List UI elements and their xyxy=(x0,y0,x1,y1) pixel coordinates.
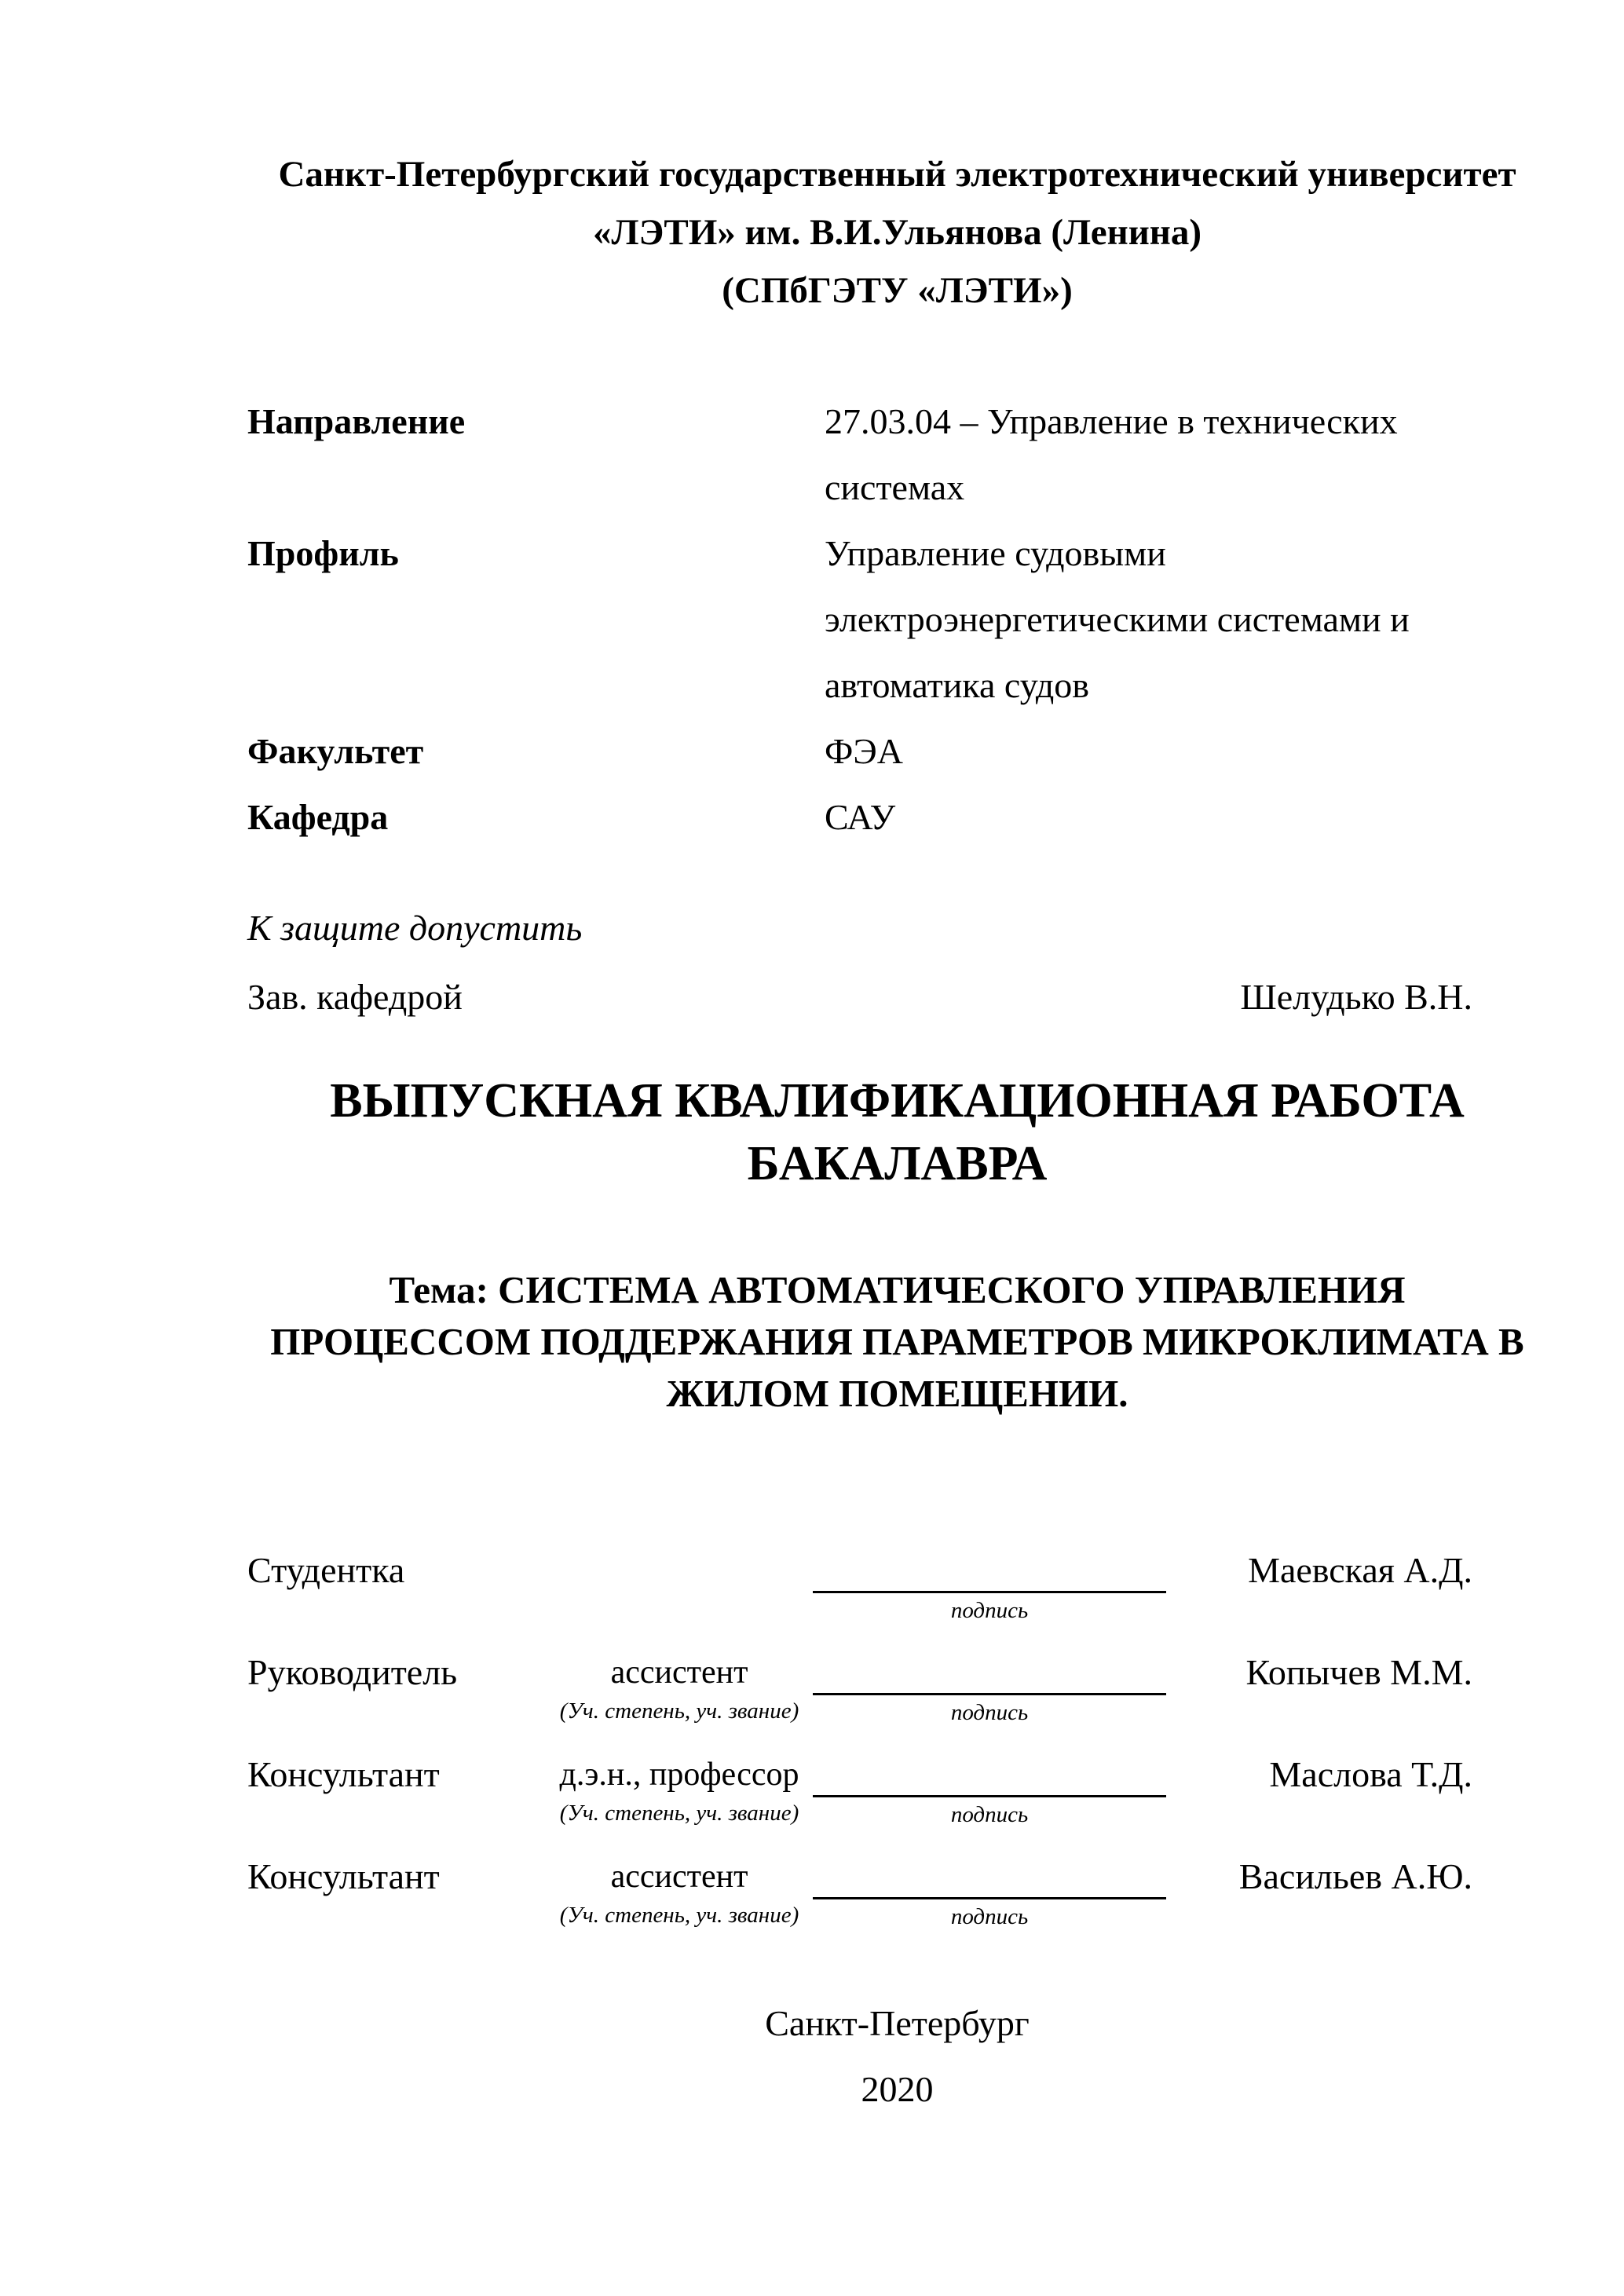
university-header xyxy=(247,145,1547,320)
signature-name: Маевская А.Д. xyxy=(1248,1550,1472,1590)
field-label-profile: Профиль xyxy=(247,533,399,573)
field-value-direction xyxy=(825,389,1547,521)
signature-role: Консультант xyxy=(247,1754,440,1794)
signature-degree xyxy=(550,1855,809,1929)
field-label-faculty: Факультет xyxy=(247,731,424,771)
university-name-line-2: «ЛЭТИ» им. В.И.Ульянова (Ленина) xyxy=(592,212,1202,253)
profile-value-line: Управление судовыми xyxy=(825,533,1166,573)
field-value-profile xyxy=(825,521,1547,718)
footer-city: Санкт-Петербург xyxy=(765,2003,1030,2043)
signature-field xyxy=(809,1548,1170,1624)
signature-field xyxy=(809,1855,1170,1930)
profile-value-line: автоматика судов xyxy=(825,665,1089,705)
signature-caption: подпись xyxy=(950,1904,1029,1929)
signature-name: Маслова Т.Д. xyxy=(1269,1754,1472,1794)
signature-line xyxy=(813,1753,1166,1797)
program-fields xyxy=(247,389,1547,850)
admission-note: К защите допустить xyxy=(247,908,583,948)
signature-row-student xyxy=(247,1548,1472,1651)
topic-line: Тема: СИСТЕМА АВТОМАТИЧЕСКОГО УПРАВЛЕНИЯ xyxy=(389,1268,1406,1311)
degree-text: ассистент xyxy=(610,1654,748,1691)
signature-row-consultant-1 xyxy=(247,1753,1472,1855)
signature-line xyxy=(813,1855,1166,1899)
direction-value-line: системах xyxy=(825,467,965,507)
footer-year: 2020 xyxy=(861,2069,934,2109)
faculty-value-line: ФЭА xyxy=(825,731,903,771)
signature-row-supervisor xyxy=(247,1651,1472,1753)
degree-caption: (Уч. степень, уч. звание) xyxy=(559,1903,799,1928)
footer xyxy=(247,1991,1547,2122)
admission-row xyxy=(247,964,1472,1030)
degree-caption: (Уч. степень, уч. звание) xyxy=(559,1698,799,1724)
field-label-direction: Направление xyxy=(247,401,466,441)
signature-role: Студентка xyxy=(247,1550,405,1590)
signature-row-consultant-2 xyxy=(247,1855,1472,1957)
work-title-line: ВЫПУСКНАЯ КВАЛИФИКАЦИОННАЯ РАБОТА xyxy=(330,1074,1465,1128)
degree-text: ассистент xyxy=(610,1859,748,1895)
department-head-label: Зав. кафедрой xyxy=(247,977,463,1017)
department-value-line: САУ xyxy=(825,797,896,837)
field-value-faculty xyxy=(825,718,1547,784)
university-name-line-1: Санкт-Петербургский государственный электротехнический университет xyxy=(278,154,1516,195)
topic-title xyxy=(157,1264,1624,1420)
university-abbreviation: (СПбГЭТУ «ЛЭТИ») xyxy=(722,270,1073,311)
direction-value-line: 27.03.04 – Управление в технических xyxy=(825,401,1398,441)
signature-caption: подпись xyxy=(950,1598,1029,1623)
degree-text: д.э.н., профессор xyxy=(559,1757,799,1793)
signature-name: Копычев М.М. xyxy=(1245,1652,1472,1692)
degree-caption: (Уч. степень, уч. звание) xyxy=(559,1801,799,1826)
signature-line xyxy=(813,1548,1166,1593)
signature-role: Консультант xyxy=(247,1856,440,1896)
topic-line: ПРОЦЕССОМ ПОДДЕРЖАНИЯ ПАРАМЕТРОВ МИКРОКЛИМАТА В xyxy=(270,1320,1524,1363)
signature-field xyxy=(809,1651,1170,1726)
signature-role: Руководитель xyxy=(247,1652,458,1692)
signature-caption: подпись xyxy=(950,1700,1029,1725)
signature-line xyxy=(813,1651,1166,1695)
work-title xyxy=(247,1069,1547,1195)
department-head-name: Шелудько В.Н. xyxy=(1240,977,1472,1017)
topic-line: ЖИЛОМ ПОМЕЩЕНИИ. xyxy=(666,1372,1128,1415)
profile-value-line: электроэнергетическими системами и xyxy=(825,599,1410,639)
signature-degree xyxy=(550,1651,809,1724)
work-title-line: БАКАЛАВРА xyxy=(747,1137,1048,1190)
signature-degree xyxy=(550,1753,809,1826)
signature-field xyxy=(809,1753,1170,1828)
signature-name: Васильев А.Ю. xyxy=(1238,1856,1472,1896)
signature-caption: подпись xyxy=(950,1802,1029,1827)
field-label-department: Кафедра xyxy=(247,797,389,837)
signature-degree xyxy=(550,1548,809,1556)
signature-block xyxy=(247,1548,1472,1957)
field-value-department xyxy=(825,784,1547,850)
